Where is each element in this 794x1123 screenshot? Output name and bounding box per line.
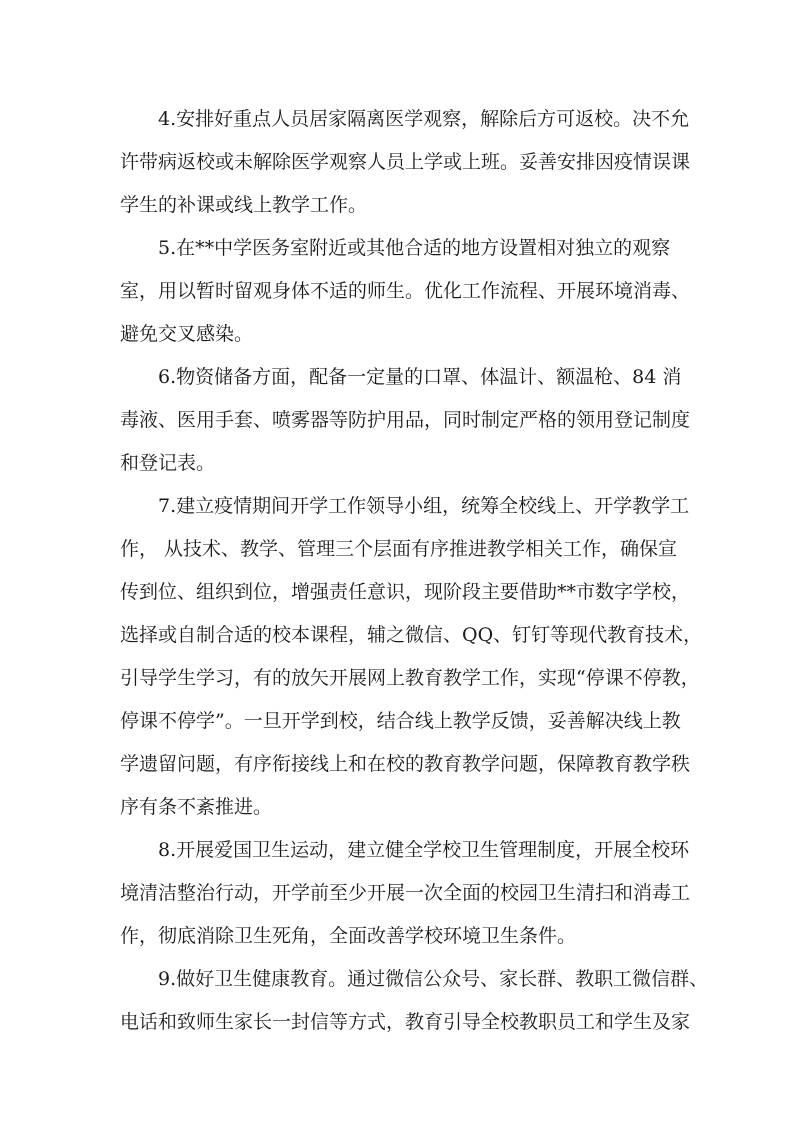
- paragraph-line: 序有条不紊推进。: [120, 796, 273, 818]
- paragraph-line: 学遗留问题，有序衔接线上和在校的教育教学问题，保障教育教学秩: [120, 753, 691, 775]
- paragraph-line: 电话和致师生家长一封信等方式，教育引导全校教职员工和学生及家: [120, 1011, 691, 1033]
- paragraph-line: 室，用以暂时留观身体不适的师生。优化工作流程、开展环境消毒、: [120, 280, 691, 302]
- paragraph-line: 6.物资储备方面，配备一定量的口罩、体温计、额温枪、84 消: [158, 366, 682, 388]
- paragraph-line: 4.安排好重点人员居家隔离医学观察，解除后方可返校。决不允: [158, 108, 690, 130]
- paragraph-line: 7.建立疫情期间开学工作领导小组，统筹全校线上、开学教学工: [158, 495, 690, 517]
- paragraph-line: 引导学生学习，有的放矢开展网上教育教学工作，实现“停课不停教，: [120, 667, 700, 689]
- paragraph-line: 停课不停学”。一旦开学到校，结合线上教学反馈，妥善解决线上教: [120, 710, 681, 732]
- paragraph-line: 境清洁整治行动，开学前至少开展一次全面的校园卫生清扫和消毒工: [120, 882, 691, 904]
- paragraph-line: 和登记表。: [120, 452, 216, 474]
- paragraph-line: 避免交叉感染。: [120, 323, 254, 345]
- paragraph-line: 作，彻底消除卫生死角，全面改善学校环境卫生条件。: [120, 925, 577, 947]
- paragraph-line: 5.在**中学医务室附近或其他合适的地方设置相对独立的观察: [158, 237, 671, 259]
- paragraph-line: 9.做好卫生健康教育。通过微信公众号、家长群、教职工微信群、: [158, 968, 709, 990]
- paragraph-line: 毒液、医用手套、喷雾器等防护用品，同时制定严格的领用登记制度: [120, 409, 691, 431]
- paragraph-line: 传到位、组织到位，增强责任意识，现阶段主要借助**市数字学校，: [120, 581, 691, 603]
- paragraph-line: 许带病返校或未解除医学观察人员上学或上班。妥善安排因疫情误课: [120, 151, 691, 173]
- paragraph-line: 8.开展爱国卫生运动，建立健全学校卫生管理制度，开展全校环: [158, 839, 690, 861]
- paragraph-line: 学生的补课或线上教学工作。: [120, 194, 368, 216]
- paragraph-line: 作， 从技术、教学、管理三个层面有序推进教学相关工作，确保宣: [120, 538, 678, 560]
- paragraph-line: 选择或自制合适的校本课程，辅之微信、QQ、钉钉等现代教育技术，: [120, 624, 703, 646]
